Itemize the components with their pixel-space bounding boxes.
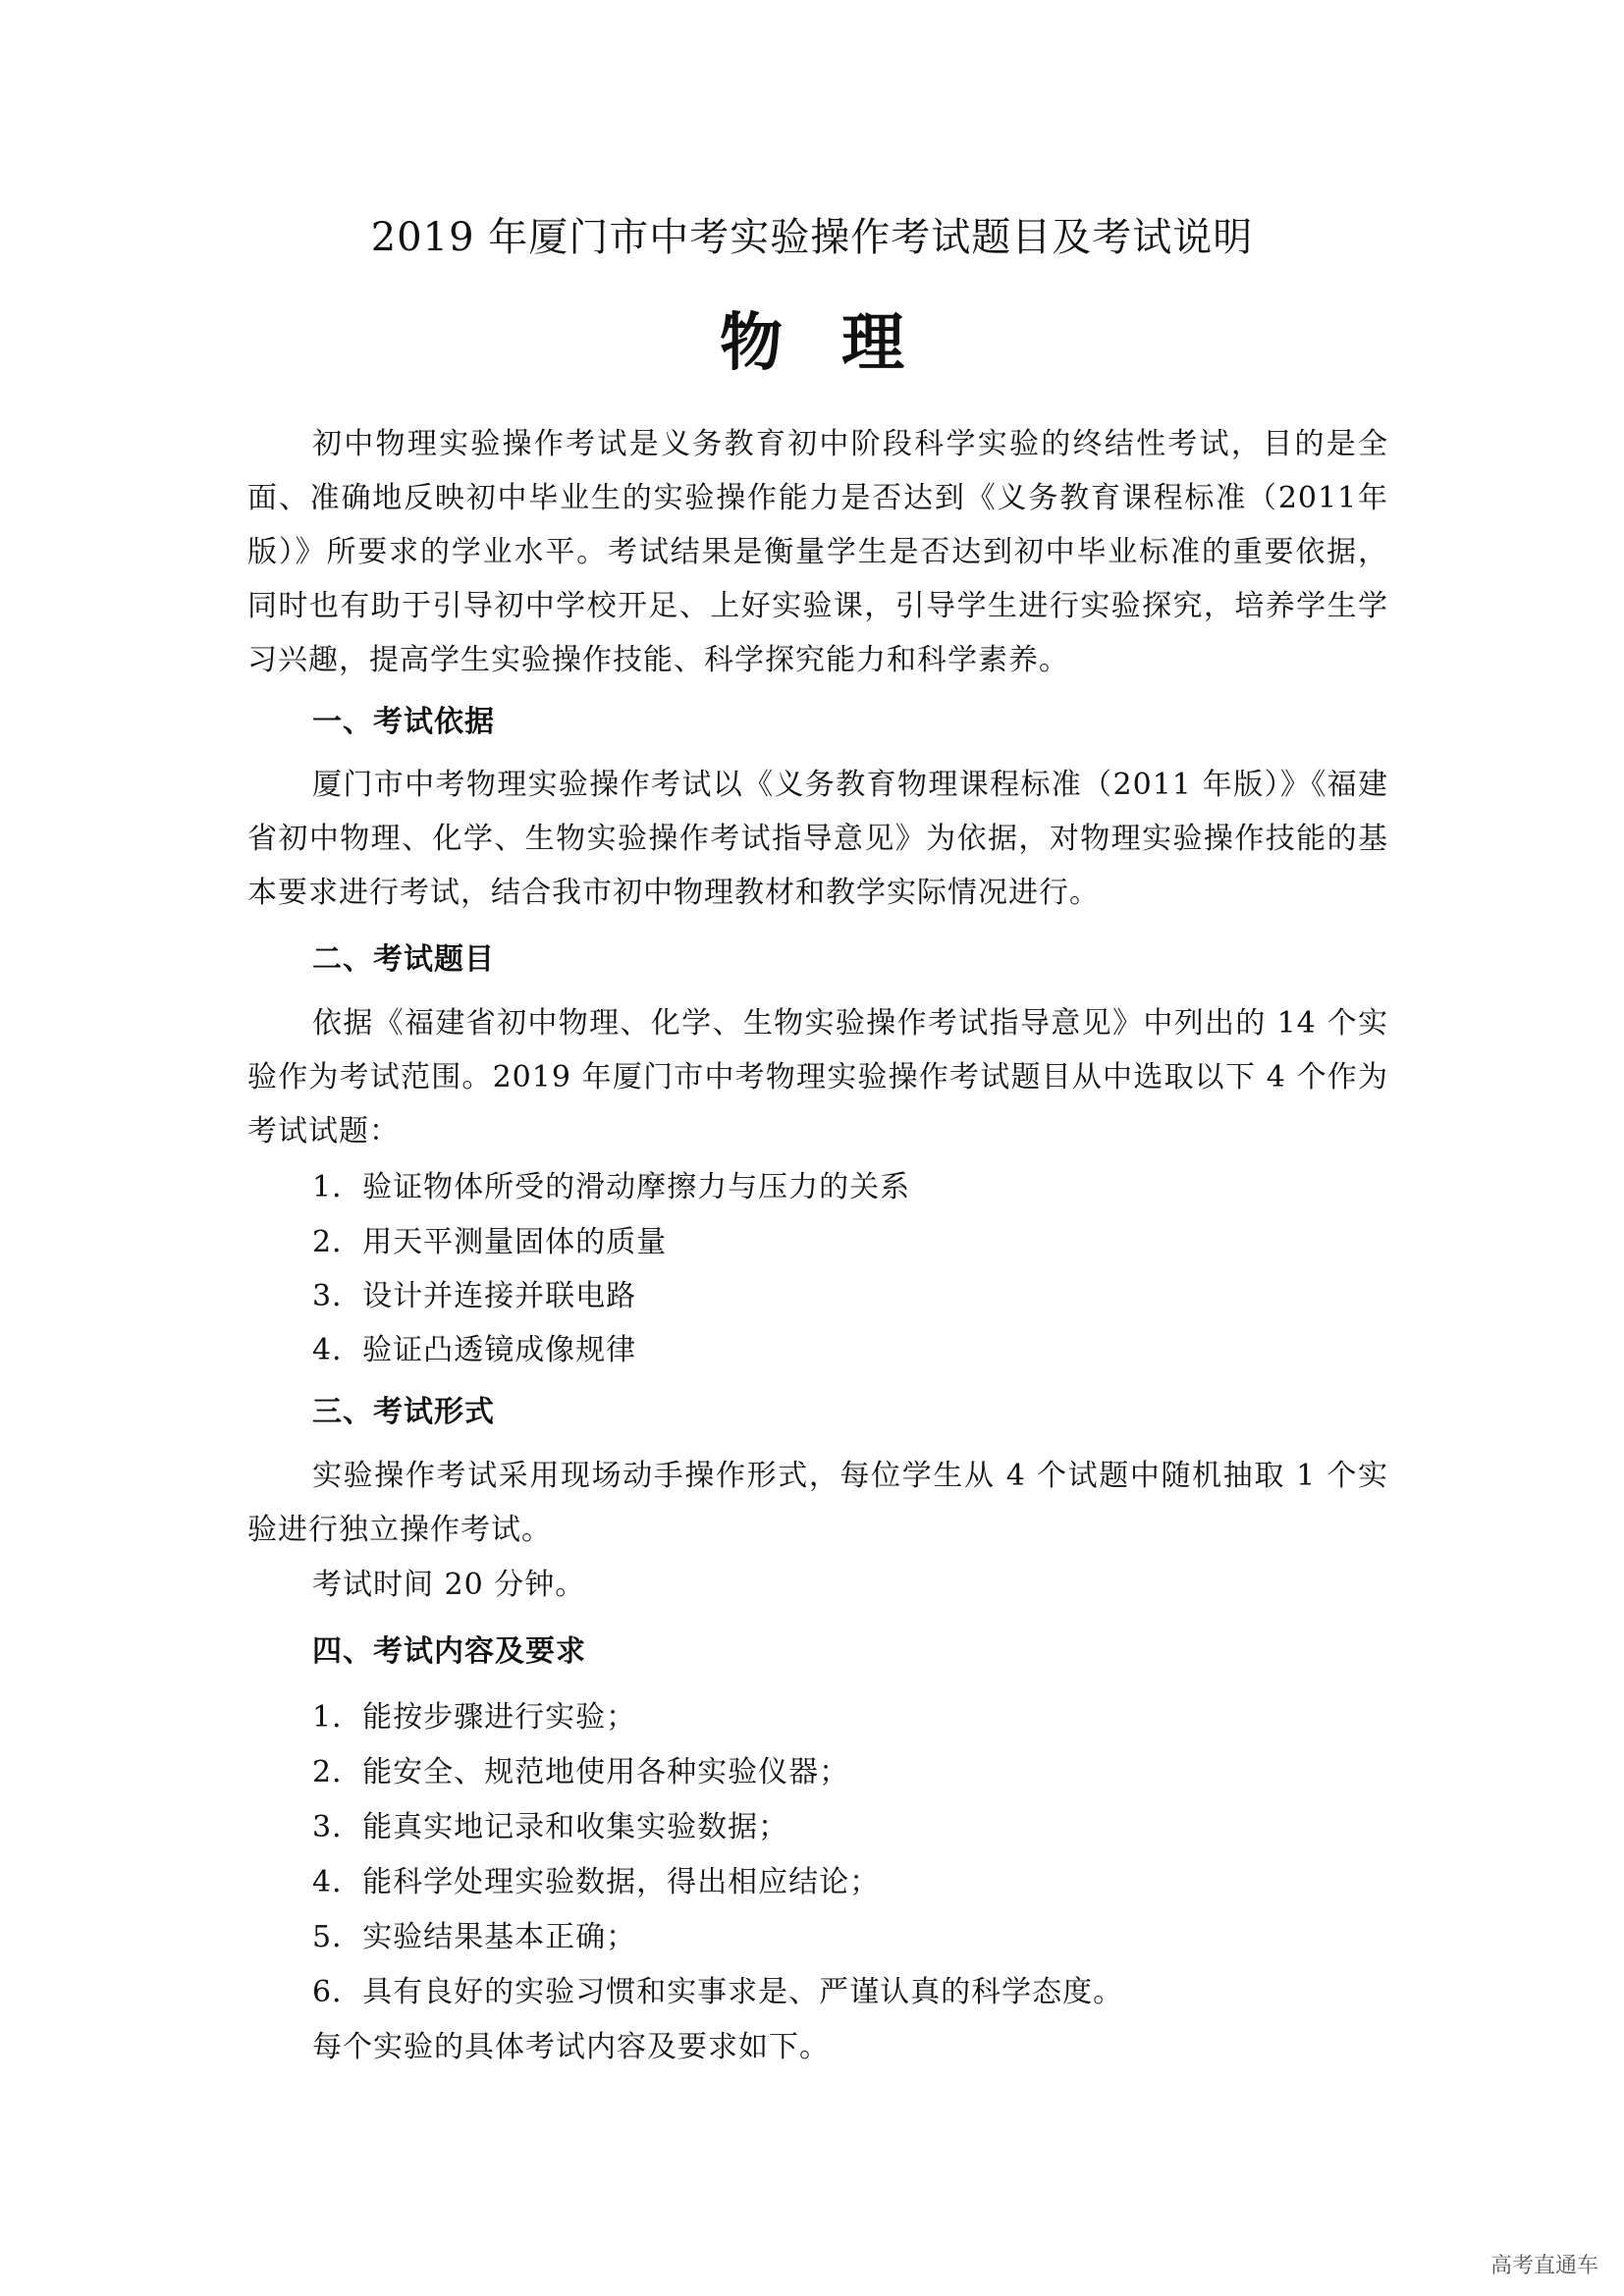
section-heading-format: 三、考试形式 [312, 1395, 495, 1429]
section-heading-requirements: 四、考试内容及要求 [312, 1634, 586, 1669]
subject-heading: 物理 [720, 307, 963, 380]
list-item: 3．设计并连接并联电路 [312, 1279, 637, 1313]
section-heading-topics: 二、考试题目 [312, 942, 495, 977]
list-item: 2．能安全、规范地使用各种实验仪器； [312, 1755, 850, 1789]
intro-paragraph: 初中物理实验操作考试是义务教育初中阶段科学实验的终结性考试，目的是全面、准确地反映初中毕业生的实验操作能力是否达到《义务教育课程标准（2011年版）》所要求的学业水平。考试结果是衡量学生是否达到初中毕业标准的重要依据，同时也有助于引导初中学校开足、上好实验课，引导学生进行实验探究，培养学生学习兴趣，提高学生实验操作技能、科学探究能力和科学素养。 [247, 427, 1388, 677]
list-item: 4．验证凸透镜成像规律 [312, 1333, 637, 1367]
list-item: 3．能真实地记录和收集实验数据； [312, 1810, 789, 1844]
list-item: 4．能科学处理实验数据，得出相应结论； [312, 1865, 881, 1899]
section-body-format: 实验操作考试采用现场动手操作形式，每位学生从 4 个试题中随机抽取 1 个实验进行独立操作考试。 [247, 1459, 1388, 1547]
section-body-topics: 依据《福建省初中物理、化学、生物实验操作考试指导意见》中列出的 14 个实验作为考试范围。2019 年厦门市中考物理实验操作考试题目从中选取以下 4 个作为考试试题： [247, 1006, 1388, 1148]
list-item: 1．能按步骤进行实验； [312, 1700, 637, 1735]
section-body-basis: 厦门市中考物理实验操作考试以《义务教育物理课程标准（2011 年版）》《福建省初中物理、化学、生物实验操作考试指导意见》为依据，对物理实验操作技能的基本要求进行考试，结合我市初中物理教材和教学实际情况进行。 [247, 768, 1388, 910]
list-item: 5．实验结果基本正确； [312, 1920, 637, 1954]
page-title: 2019 年厦门市中考实验操作考试题目及考试说明 [370, 215, 1254, 260]
section-heading-basis: 一、考试依据 [312, 705, 495, 739]
list-item: 2．用天平测量固体的质量 [312, 1225, 668, 1259]
closing-line: 每个实验的具体考试内容及要求如下。 [312, 2030, 830, 2064]
list-item: 6．具有良好的实验习惯和实事求是、严谨认真的科学态度。 [312, 1975, 1124, 2009]
watermark-text: 高考直通车 [1489, 2254, 1598, 2278]
exam-duration: 考试时间 20 分钟。 [312, 1568, 586, 1602]
list-item: 1．验证物体所受的滑动摩擦力与压力的关系 [312, 1170, 911, 1204]
